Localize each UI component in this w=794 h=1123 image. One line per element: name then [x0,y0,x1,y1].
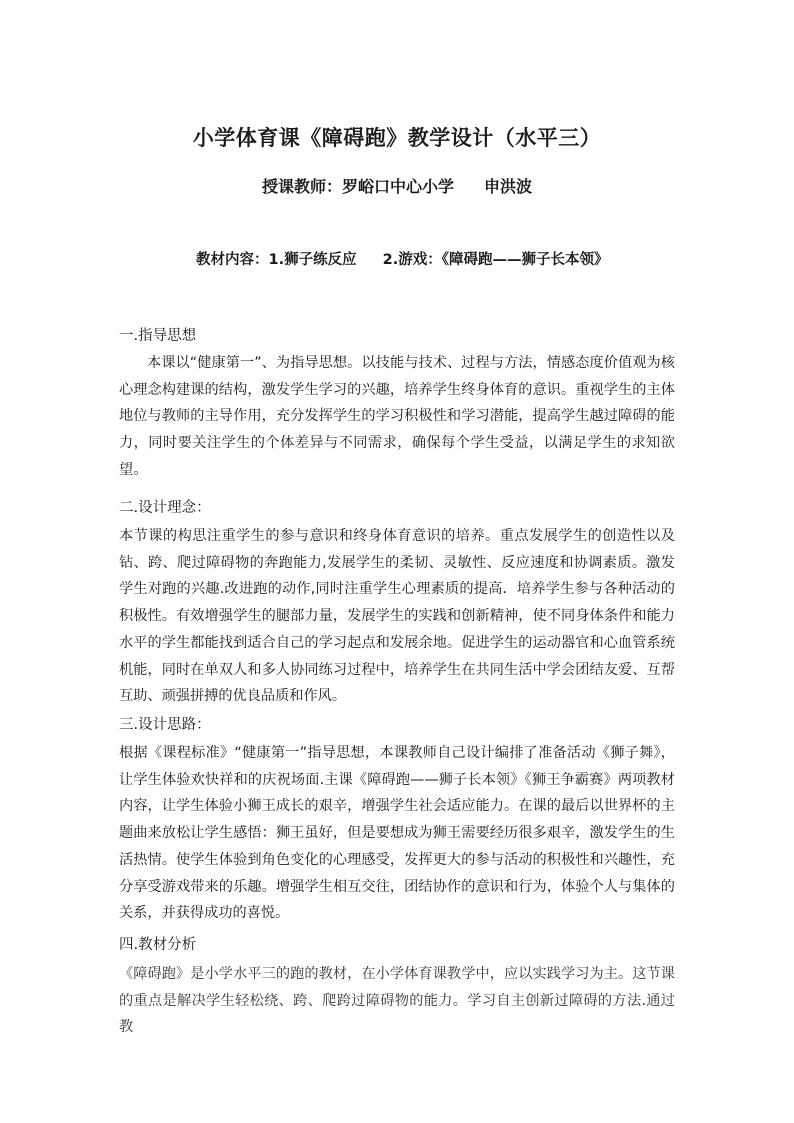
teacher-line [0,174,794,197]
section-body-material-analysis: 《障碍跑》是小学水平三的跑的教材，在小学体育课教学中，应以实践学习为主。这节课的重点是解决学生轻松绕、跨、爬跨过障碍物的能力。学习自主创新过障碍的方法.通过教 [119,966,675,1036]
section-heading-guiding-ideology: 一.指导思想 [119,328,197,344]
section-body-guiding-ideology: 本课以“健康第一”、为指导思想。以技能与技术、过程与方法，情感态度价值观为核心理念构建课的结构，激发学生学习的兴趣，培养学生终身体育的意识。重视学生的主体地位与教师的主导作用，充分发挥学生的学习积极性和学习潜能，提高学生越过障碍的能力，同时要关注学生的个体差异与不同需求，确保每个学生受益，以满足学生的求知欲望。 [119,355,675,478]
teaching-content-item-1: 教材内容：1.狮子练反应 [196,252,357,268]
teaching-content-line [196,248,608,269]
section-heading-material-analysis: 四.教材分析 [119,937,197,953]
teaching-content-item-2: 2.游戏：《障碍跑——狮子长本领》 [382,252,609,268]
teacher-name: 申洪波 [484,177,533,196]
section-heading-design-approach: 三.设计思路： [119,717,211,733]
section-body-design-approach: 根据《课程标准》“健康第一”指导思想，本课教师自己设计编排了准备活动《狮子舞》，让学生体验欢快祥和的庆祝场面.主课《障碍跑——狮子长本领》《狮王争霸赛》两项教材内容，让学生体验小狮王成长的艰辛，增强学生社会适应能力。在课的最后以世界杯的主题曲来放松让学生感悟：狮王虽好，但是要想成为狮王需要经历很多艰辛，激发学生的生活热情。使学生体验到角色变化的心理感受，发挥更大的参与活动的积极性和兴趣性，充分享受游戏带来的乐趣。增强学生相互交往，团结协作的意识和行为，体验个人与集体的关系，并获得成功的喜悦。 [119,745,675,922]
section-heading-design-concept: 二.设计理念： [119,500,211,516]
teacher-label: 授课教师：罗峪口中心小学 [261,177,454,196]
section-body-design-concept: 本节课的构思注重学生的参与意识和终身体育意识的培养。重点发展学生的创造性以及钻、跨、爬过障碍物的奔跑能力,发展学生的柔韧、灵敏性、反应速度和协调素质。激发学生对跑的兴趣.改进跑的动作,同时注重学生心理素质的提高．培养学生参与各种活动的积极性。有效增强学生的腿部力量，发展学生的实践和创新精神，使不同身体条件和能力水平的学生都能找到适合自己的学习起点和发展余地。促进学生的运动器官和心血管系统机能，同时在单双人和多人协同练习过程中，培养学生在共同生活中学会团结友爱、互帮互助、顽强拼搏的优良品质和作风。 [119,528,675,705]
document-title: 小学体育课《障碍跑》教学设计（水平三） [192,126,602,150]
